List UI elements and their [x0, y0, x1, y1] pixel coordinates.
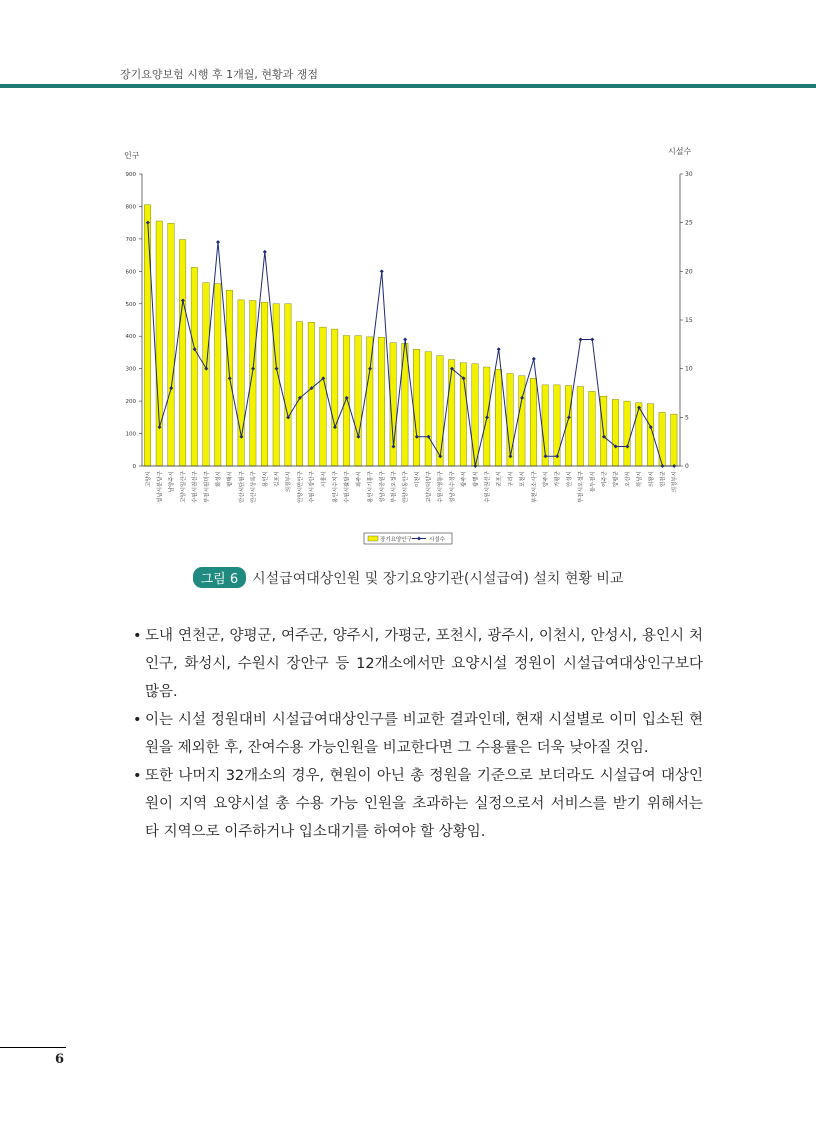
category-label: 의정부시: [286, 471, 293, 493]
category-label: 포천시: [520, 471, 527, 487]
left-tick-label: 500: [125, 301, 136, 308]
bar: [437, 356, 443, 466]
category-label: 수원시권선구: [192, 471, 199, 503]
category-label: 이천시: [414, 471, 421, 487]
category-label: 하남시: [637, 471, 644, 487]
left-tick-label: 700: [125, 236, 136, 243]
bar: [320, 327, 326, 466]
bar: [378, 337, 384, 466]
right-tick-label: 15: [685, 317, 693, 324]
category-label: 안양시동안구: [403, 471, 410, 503]
bullet-marker: •: [133, 712, 142, 728]
right-tick-label: 30: [685, 171, 693, 178]
left-axis-ticks: [126, 172, 143, 470]
bar-series: [144, 205, 677, 466]
category-label: 군포시: [496, 471, 503, 487]
bar: [144, 205, 150, 466]
bullet-text: 이는 시설 정원대비 시설급여대상인구를 비교한 결과인데, 현재 시설별로 이미 입소된 현원을 제외한 후, 잔여수용 가능인원을 비교한다면 그 수용률은 더욱 낮아질 것임.: [145, 712, 703, 756]
bullet-text: 또한 나머지 32개소의 경우, 현원이 아닌 총 정원을 기준으로 보더라도 시설급여 대상인원이 지역 요양시설 총 수용 가능 인원을 초과하는 실정으로서 서비스를 받기 위해서는 타 지역으로 이주하거나 입소대기를 하여야 할 상황임.: [145, 768, 703, 840]
category-label: 의정부시: [672, 471, 679, 493]
category-label: 성남시중원구: [379, 471, 386, 503]
left-tick-label: 900: [125, 172, 136, 178]
category-label: 양평군: [613, 471, 620, 487]
line-point: [497, 347, 501, 351]
running-header: 장기요양보험 시행 후 1개월, 현황과 쟁점: [120, 68, 318, 81]
bar: [308, 322, 314, 466]
category-label: 용인시기흥구: [368, 471, 375, 503]
left-axis-title: 인구: [124, 151, 140, 160]
category-label: 부천시오정구: [578, 471, 585, 503]
category-label: 안산시상록구: [251, 471, 258, 503]
legend-bar-swatch: [368, 536, 378, 541]
legend-line-label: 시설수: [429, 537, 445, 543]
right-tick-label: 20: [685, 268, 693, 276]
bar: [168, 223, 174, 466]
bar: [530, 378, 536, 466]
category-label: 안성시: [566, 471, 573, 487]
category-label: 고양시일산구: [180, 471, 187, 503]
category-label: 고양시덕양구: [426, 471, 433, 503]
bar: [612, 399, 618, 466]
legend-bar-label: 장기요양인구: [380, 537, 412, 543]
bullet-list: [133, 622, 703, 846]
left-tick-label: 200: [125, 399, 136, 406]
category-label: 부천시오정구: [391, 471, 398, 503]
category-label: 수원시장안구: [309, 471, 316, 503]
left-tick-label: 100: [125, 431, 136, 438]
chart: [110, 140, 710, 560]
category-label: 동두천시: [590, 471, 597, 493]
bullet-text: 도내 연천군, 양평군, 여주군, 양주시, 가평군, 포천시, 광주시, 이천시, 안성시, 용인시 처인구, 화성시, 수원시 장안구 등 12개소에서만 요양시설 정원이 시설급여대상인구보다 많음.: [145, 628, 703, 700]
figure-caption-text: 시설급여대상인원 및 장기요양기관(시설급여) 설치 현황 비교: [252, 571, 624, 587]
category-label: 고양시: [145, 471, 152, 487]
category-label: 수원시영통구: [438, 471, 445, 503]
category-label: 부천시소사구: [531, 471, 538, 503]
category-label: 성남시분당구: [157, 471, 164, 503]
category-label: 가평군: [555, 471, 562, 487]
category-label: 여주군: [601, 471, 608, 487]
category-labels: [144, 470, 678, 503]
bullet-marker: •: [133, 768, 142, 784]
figure-label: 그림 6: [193, 567, 247, 588]
category-label: 연천군: [660, 471, 667, 487]
line-point: [380, 269, 384, 273]
bar: [156, 221, 162, 466]
bar: [636, 403, 642, 466]
category-label: 광주시: [461, 471, 468, 487]
line-point: [403, 337, 407, 341]
category-label: 시흥시: [321, 471, 328, 487]
bar: [624, 401, 630, 466]
line-series: [146, 221, 676, 468]
category-label: 평택시: [227, 471, 234, 487]
left-tick-label: 600: [125, 269, 136, 276]
category-label: 광명시: [473, 471, 480, 487]
bar: [413, 349, 419, 466]
bullet-marker: •: [133, 628, 142, 644]
bar: [331, 329, 337, 466]
category-label: 화성시: [216, 471, 223, 487]
bar: [203, 283, 209, 466]
left-tick-label: 400: [125, 334, 136, 341]
category-label: 성남시수정구: [449, 471, 456, 503]
right-axis-ticks: [680, 171, 693, 470]
bullet-item: [133, 762, 703, 846]
bar: [296, 322, 302, 466]
right-tick-label: 25: [685, 219, 693, 227]
bar: [577, 387, 583, 466]
right-tick-label: 5: [685, 414, 689, 422]
header-rule: [0, 84, 816, 88]
bar: [261, 302, 267, 466]
right-tick-label: 0: [685, 463, 689, 470]
category-label: 수원시팔달구: [344, 471, 351, 503]
figure-caption: [0, 567, 816, 588]
bullet-item: [133, 706, 703, 762]
bar: [179, 240, 185, 466]
category-label: 파주시: [356, 471, 363, 487]
bar: [554, 385, 560, 466]
bar: [343, 336, 349, 466]
line-point: [216, 240, 220, 244]
bar: [215, 284, 221, 466]
left-tick-label: 0: [132, 464, 136, 470]
category-label: 용인시수지구: [332, 471, 339, 503]
bar: [448, 360, 454, 466]
category-label: 부천시원미구: [204, 471, 211, 503]
bar: [273, 304, 279, 466]
bar: [238, 300, 244, 466]
bar: [425, 352, 431, 466]
category-label: 김포시: [274, 471, 281, 487]
bar: [355, 336, 361, 466]
chart-axes: [142, 174, 680, 466]
category-label: 남양주시: [169, 471, 176, 493]
chart-legend: [364, 533, 452, 544]
category-label: 구리시: [508, 471, 515, 487]
line-point: [590, 337, 594, 341]
line-point: [263, 250, 267, 254]
category-label: 용인시: [262, 471, 269, 487]
right-tick-label: 10: [685, 365, 693, 373]
bar: [191, 267, 197, 466]
left-tick-label: 800: [125, 204, 136, 211]
line-point: [532, 357, 536, 361]
bar: [671, 414, 677, 466]
bar: [285, 304, 291, 466]
bar: [519, 376, 525, 466]
category-label: 안산시단원구: [239, 471, 246, 503]
category-label: 오산시: [625, 471, 632, 487]
category-label: 수원시권선구: [485, 471, 492, 503]
category-label: 의왕시: [648, 471, 655, 487]
page-number: 6: [55, 1052, 65, 1067]
bar: [495, 369, 501, 466]
category-label: 양주시: [543, 471, 550, 487]
right-axis-title: 시설수: [668, 147, 692, 156]
bullet-item: [133, 622, 703, 706]
line-point: [579, 337, 583, 341]
footer-rule: [0, 1047, 66, 1048]
left-tick-label: 300: [125, 366, 136, 373]
category-label: 안양시만안구: [297, 471, 304, 503]
bar: [589, 391, 595, 466]
